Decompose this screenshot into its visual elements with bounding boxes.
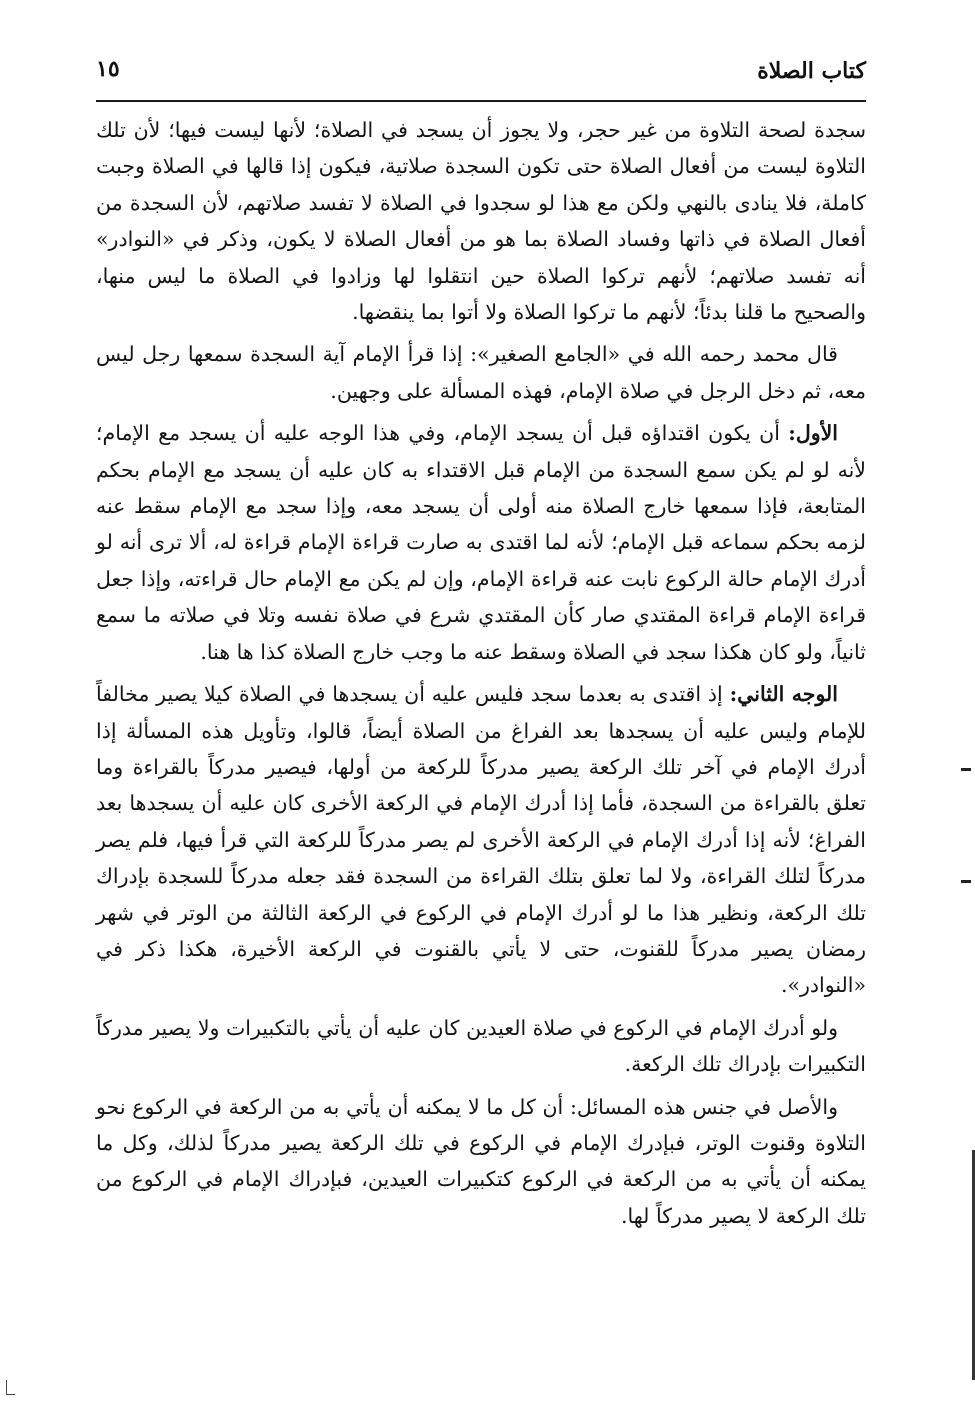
paragraph-6-text: والأصل في جنس هذه المسائل: أن كل ما لا يمكنه أن يأتي به من الركعة في الركوع نحو التلاوة وقنوت الوتر، فبإدرك الإمام في الركوع في تلك الركعة يصير مدركاً لذلك، وكل ما يمكنه أن يأتي به من الركعة في الركوع كتكبيرات العيدين، فبإدراك الإمام في الركوع من تلك الركعة لا يصير مدركاً لها. [96, 1094, 866, 1228]
running-title: كتاب الصلاة [757, 58, 866, 84]
paragraph-2 [96, 336, 866, 409]
header-rule [96, 100, 866, 102]
page-number: ١٥ [96, 56, 120, 82]
body-text [96, 112, 866, 1234]
paragraph-5-text: ولو أدرك الإمام في الركوع في صلاة العيدين كان عليه أن يأتي بالتكبيرات ولا يصير مدركاً التكبيرات بإدراك تلك الركعة. [96, 1015, 866, 1077]
paragraph-3-text: أن يكون اقتداؤه قبل أن يسجد الإمام، وفي هذا الوجه عليه أن يسجد مع الإمام؛ لأنه لو لم يكن سمع السجدة من الإمام قبل الاقتداء به كان عليه أن يسجد مع الإمام بحكم المتابعة، فإذا سمعها خارج الصلاة منه أولى أن يسجد معه، وإذا سجد مع الإمام سقط عنه لزمه بحكم سماعه قبل الإمام؛ لأنه لما اقتدى به صارت قراءة الإمام قراءة له، ألا ترى أنه لو أدرك الإمام حالة الركوع نابت عنه قراءة الإمام، وإن لم يكن مع الإمام حال قراءته، وإذا جعل قراءة الإمام قراءة المقتدي صار كأن المقتدي شرع في صلاة نفسه وتلا في صلاته ما سمع ثانياً، ولو كان هكذا سجد في الصلاة وسقط عنه ما وجب خارج الصلاة كذا ها هنا. [96, 421, 866, 664]
paragraph-1-text: سجدة لصحة التلاوة من غير حجر، ولا يجوز أن يسجد في الصلاة؛ لأنها ليست فيها؛ لأن تلك التلاوة ليست من أفعال الصلاة حتى تكون السجدة صلاتية، فيكون إذا قالها في الصلاة وجبت كاملة، فلا ينادى بالنهي ولكن مع هذا لو سجدوا في الصلاة لا تفسد صلاتهم، لأن السجدة من أفعال الصلاة في ذاتها وفساد الصلاة بما هو من أفعال الصلاة لا يكون، وذكر في «النوادر» أنه تفسد صلاتهم؛ لأنهم تركوا الصلاة حين انتقلوا لها وزادوا في الصلاة ما ليس منها، والصحيح ما قلنا بدئاً؛ لأنهم ما تركوا الصلاة ولا أتوا بما ينقضها. [96, 118, 866, 325]
paragraph-4-lead: الوجه الثاني: [729, 682, 838, 707]
paragraph-4-text: إذ اقتدى به بعدما سجد فليس عليه أن يسجدها في الصلاة كيلا يصير مخالفاً للإمام وليس عليه أن يسجدها بعد الفراغ من الصلاة أيضاً، قالوا، وتأويل هذه المسألة إذا أدرك الإمام في آخر تلك الركعة يصير مدركاً للركعة من أولها، فيصير مدركاً بالقراءة وما تعلق بالقراءة من السجدة، فأما إذا أدرك الإمام في الركعة الأخرى كان عليه أن يسجدها بعد الفراغ؛ لأنه إذا أدرك الإمام في الركعة الأخرى لم يصر مدركاً للركعة التي قرأ فيها، فلم يصر مدركاً لتلك القراءة، ولا لما تعلق بتلك القراءة من السجدة فقد جعله مدركاً للسجدة بإدراك تلك الركعة، ونظير هذا ما لو أدرك الإمام في الركوع في الركعة الثالثة من الوتر في شهر رمضان يصير مدركاً للقنوت، حتى لا يأتي بالقنوت في الركعة الأخيرة، هكذا ذكر في «النوادر». [96, 682, 866, 998]
paragraph-3 [96, 415, 866, 670]
paragraph-2-text: قال محمد رحمه الله في «الجامع الصغير»: إذا قرأ الإمام آية السجدة سمعها رجل ليس معه، ثم دخل الرجل في صلاة الإمام، فهذه المسألة على وجهين. [96, 342, 866, 403]
paragraph-1 [96, 112, 866, 330]
page-header [96, 52, 866, 98]
scan-edge-mark-2 [961, 880, 971, 883]
paragraph-6 [96, 1089, 866, 1235]
scan-edge-mark-1 [961, 768, 971, 771]
paragraph-5 [96, 1010, 866, 1083]
paragraph-3-lead: الأول: [788, 421, 838, 446]
scan-corner-mark [6, 1380, 15, 1395]
paragraph-4 [96, 676, 866, 1004]
